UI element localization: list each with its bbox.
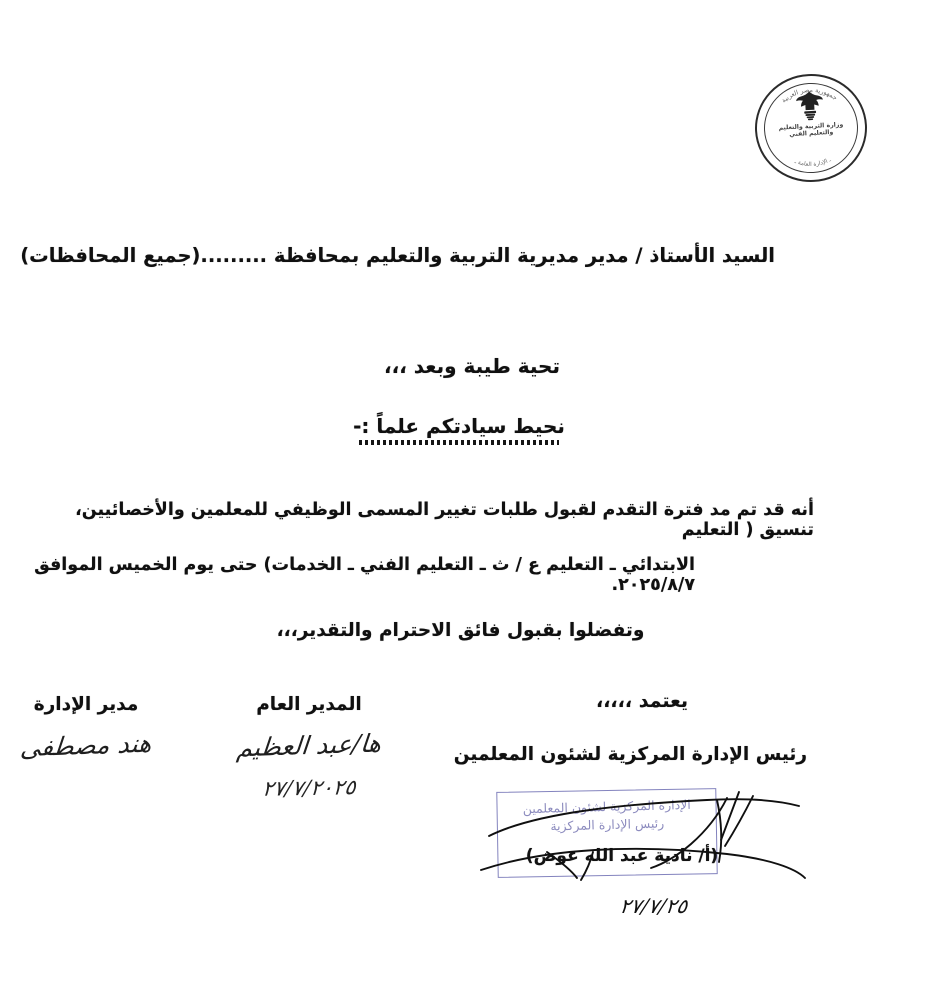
stamp-inner-text [507, 795, 708, 836]
closing-line: وتفضلوا بقبول فائق الاحترام والتقدير،،، [276, 620, 645, 641]
letterhead-seal [741, 66, 909, 184]
approval-word: يعتمد ،،،،، [595, 690, 689, 712]
notice-dotted-underline [359, 440, 559, 445]
general-manager-handwritten-date: ٢٧/٧/٢٠٢٥ [261, 775, 357, 801]
signature-block-general-manager [219, 694, 399, 800]
seal-ring-bottom-text: ـ الإدارة العامة ـ [793, 157, 833, 169]
notice-block [19, 414, 899, 445]
director-of-administration-title: مدير الإدارة [33, 694, 139, 715]
greeting-line: تحية طيبة وبعد ،،، [384, 354, 560, 378]
seal-center-text [757, 120, 866, 140]
approval-title: رئيس الإدارة المركزية لشئون المعلمين [453, 744, 807, 765]
body-line-1: أنه قد تم مد فترة التقدم لقبول طلبات تغيير المسمى الوظيفي للمعلمين والأخصائيين، تنسيق ( التعليم [75, 500, 814, 540]
svg-text:ـ الإدارة العامة ـ [792, 157, 832, 169]
seal-center-line-1: وزارة التربية والتعليم [778, 121, 844, 132]
addressee-line: السيد الأستاذ / مدير مديرية التربية والتعليم بمحافظة .........(جميع المحافظات) [20, 244, 775, 267]
seal-ring-top-text: جمهورية مصر العربية [779, 85, 839, 105]
body-line-2: الابتدائي ـ التعليم ع / ث ـ التعليم الفني ـ الخدمات) حتى يوم الخميس الموافق ٢٠٢٥/٨/٧. [34, 555, 695, 595]
approval-stamp-area [477, 786, 807, 926]
svg-text:جمهورية مصر العربية [779, 84, 839, 104]
approval-handwritten-date: ٢٧/٧/٢٥ [618, 894, 689, 918]
approval-signer-name: (أ/ نادية عبد الله عوض) [525, 846, 719, 866]
ministry-seal-icon [752, 71, 869, 185]
stamp-line-2: رئيس الإدارة المركزية [550, 815, 665, 834]
signature-block-director-of-administration [1, 694, 171, 763]
eagle-of-saladin-icon [794, 89, 826, 122]
seal-center-line-2: والتعليم الفني [789, 129, 834, 139]
approval-block [453, 690, 807, 765]
general-manager-title: المدير العام [256, 694, 362, 715]
seal-ring-decoration [754, 73, 867, 183]
notice-inner [353, 414, 565, 445]
general-manager-handwritten-signature: ها/عبد العظيم [235, 728, 383, 763]
stamp-line-1: الإدارة المركزية لشئون المعلمين [522, 796, 691, 817]
director-of-administration-handwritten-signature: هند مصطفى [19, 728, 153, 763]
notice-line: نحيط سيادتكم علماً :- [353, 414, 565, 438]
